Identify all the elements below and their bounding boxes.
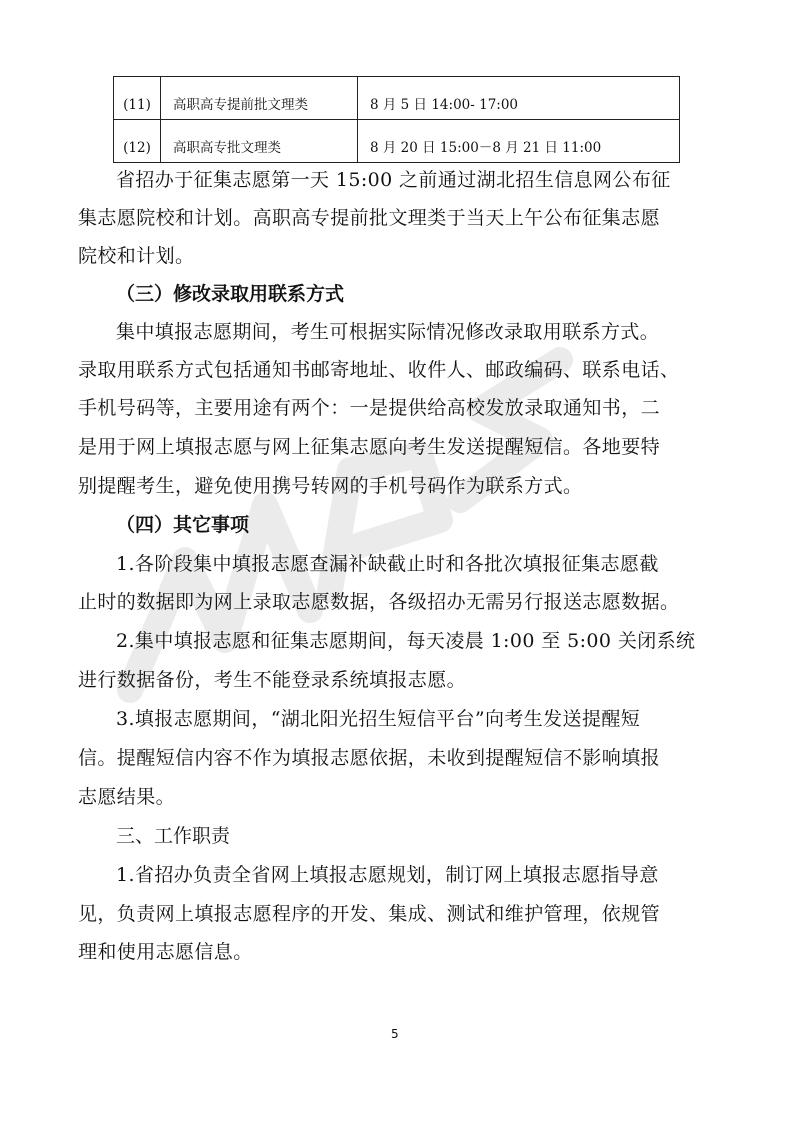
section-heading: 三、工作职责 [116, 825, 231, 847]
paragraph-line: 是用于网上填报志愿与网上征集志愿向考生发送提醒短信。各地要特 [78, 436, 661, 458]
paragraph-line: 进行数据备份，考生不能登录系统填报志愿。 [78, 669, 467, 691]
page-number: 5 [391, 1027, 399, 1041]
paragraph-line: 集志愿院校和计划。高职高专提前批文理类于当天上午公布征集志愿 [78, 207, 661, 229]
batch-name: 高职高专提前批文理类 [161, 77, 358, 120]
table-row [114, 120, 680, 163]
paragraph-line: 志愿结果。 [78, 786, 176, 808]
paragraph-line: 3.填报志愿期间，“湖北阳光招生短信平台”向考生发送提醒短 [116, 708, 641, 730]
row-number: (11) [114, 77, 161, 120]
paragraph-line: 手机号码等，主要用途有两个：一是提供给高校发放录取通知书，二 [78, 397, 661, 419]
schedule-table [113, 76, 680, 163]
batch-time: 8 月 5 日 14:00- 17:00 [358, 77, 680, 120]
section-heading: （四）其它事项 [116, 514, 250, 536]
paragraph-line: 省招办于征集志愿第一天 15:00 之前通过湖北招生信息网公布征 [116, 169, 671, 191]
paragraph-line: 集中填报志愿期间，考生可根据实际情况修改录取用联系方式。 [116, 321, 660, 343]
paragraph-line: 院校和计划。 [78, 245, 195, 267]
paragraph-line: 止时的数据即为网上录取志愿数据，各级招办无需另行报送志愿数据。 [78, 591, 680, 613]
paragraph-line: 录取用联系方式包括通知书邮寄地址、收件人、邮政编码、联系电话、 [78, 359, 680, 381]
paragraph-line: 见，负责网上填报志愿程序的开发、集成、测试和维护管理，依规管 [78, 903, 661, 925]
paragraph-line: 1.各阶段集中填报志愿查漏补缺截止时和各批次填报征集志愿截 [116, 553, 659, 575]
row-number: (12) [114, 120, 161, 163]
paragraph-line: 1.省招办负责全省网上填报志愿规划，制订网上填报志愿指导意 [116, 864, 659, 886]
batch-time: 8 月 20 日 15:00－8 月 21 日 11:00 [358, 120, 680, 163]
section-heading: （三）修改录取用联系方式 [116, 283, 345, 305]
batch-name: 高职高专批文理类 [161, 120, 358, 163]
paragraph-line: 2.集中填报志愿和征集志愿期间，每天凌晨 1:00 至 5:00 关闭系统 [116, 630, 696, 652]
paragraph-line: 理和使用志愿信息。 [78, 941, 253, 963]
paragraph-line: 别提醒考生，避免使用携号转网的手机号码作为联系方式。 [78, 475, 583, 497]
paragraph-line: 信。提醒短信内容不作为填报志愿依据，未收到提醒短信不影响填报 [78, 747, 661, 769]
table-row [114, 77, 680, 120]
